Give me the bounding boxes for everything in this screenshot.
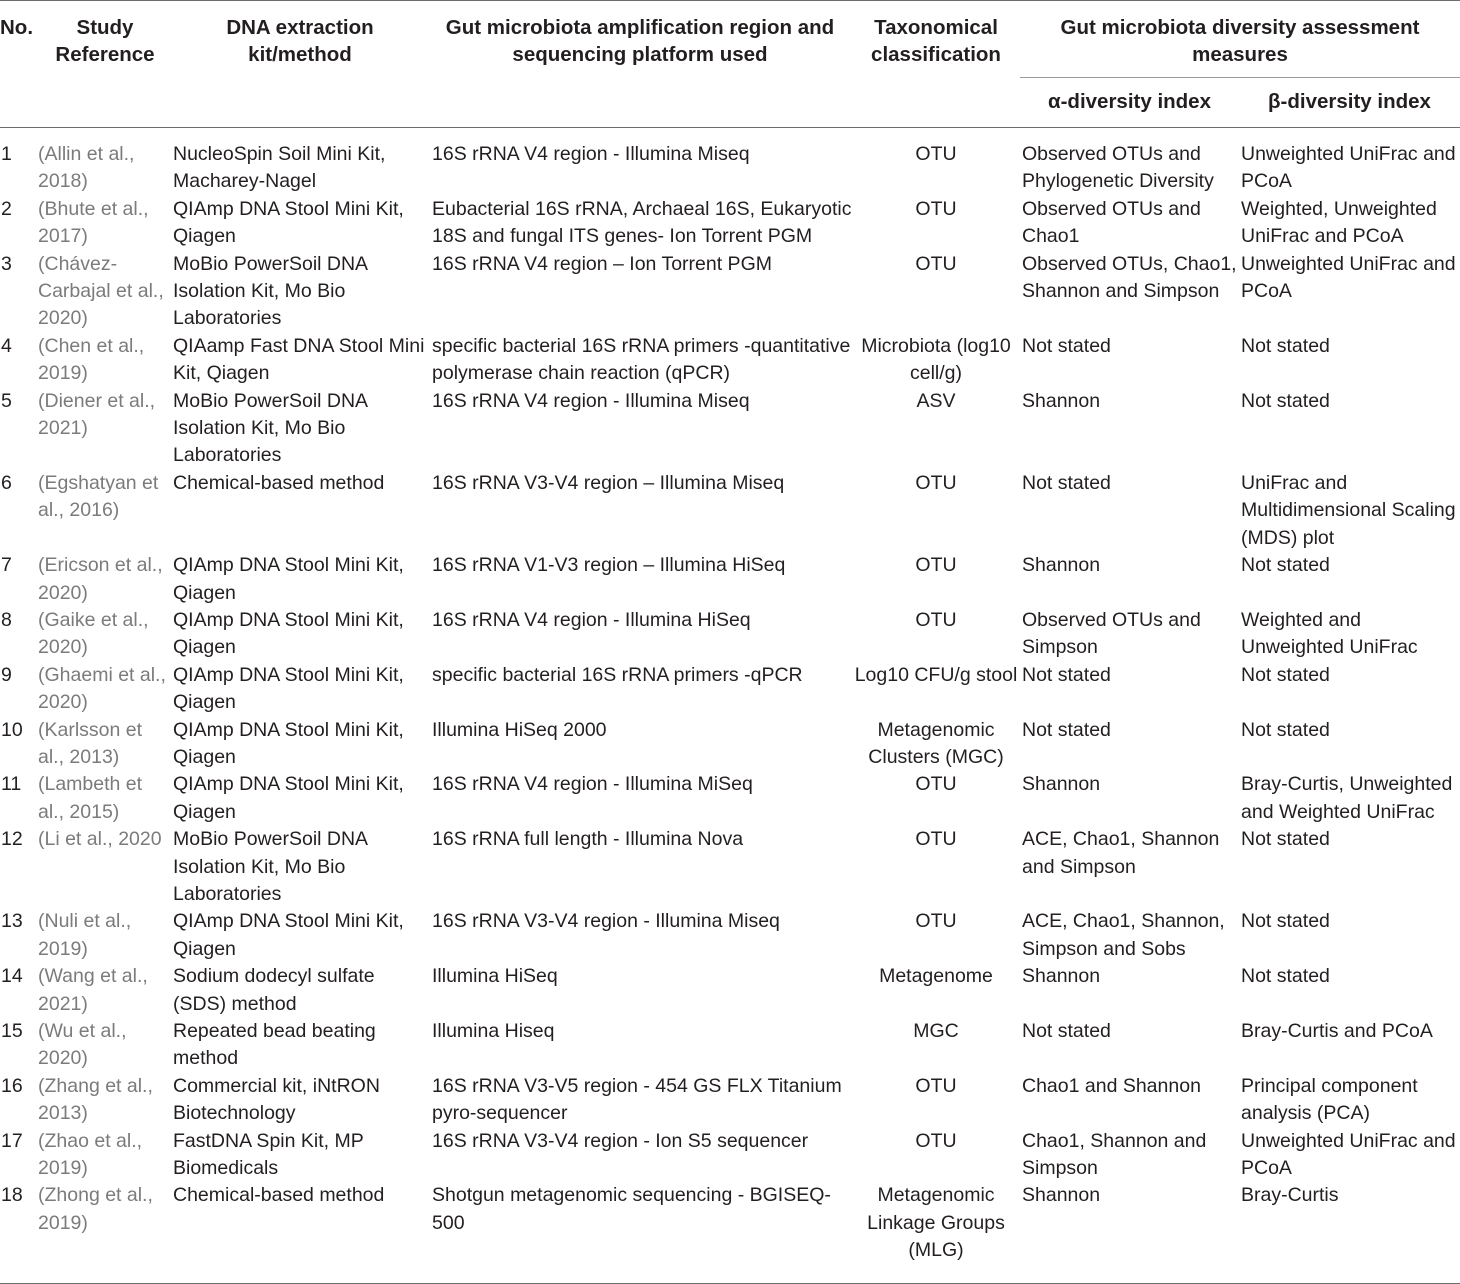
table-row: [0, 963, 1460, 1018]
dna-extraction-cell: QIAmp DNA Stool Mini Kit, Qiagen: [173, 663, 404, 714]
header-diversity-group: Gut microbiota diversity assessment measures: [1020, 1, 1460, 78]
alpha-diversity-cell: Not stated: [1022, 718, 1111, 741]
amplification-cell: Illumina HiSeq 2000: [432, 718, 607, 741]
study-reference-link[interactable]: (Ericson et al., 2020): [38, 554, 163, 604]
study-reference-link[interactable]: (Chávez-Carbajal et al., 2020): [38, 252, 164, 330]
taxonomy-cell: MGC: [913, 1020, 959, 1042]
alpha-diversity-cell: Shannon: [1022, 389, 1101, 412]
alpha-diversity-cell: Observed OTUs and Simpson: [1022, 608, 1201, 659]
amplification-cell: specific bacterial 16S rRNA primers -qPCR: [432, 663, 803, 686]
dna-extraction-cell: NucleoSpin Soil Mini Kit, Macharey-Nagel: [173, 143, 386, 193]
study-reference-link[interactable]: (Ghaemi et al., 2020): [38, 663, 166, 714]
header-alpha-diversity: α-diversity index: [1048, 90, 1211, 113]
amplification-cell: 16S rRNA V4 region - Illumina Miseq: [432, 389, 750, 412]
header-amplification: Gut microbiota amplification region and sequencing platform used: [445, 16, 835, 66]
dna-extraction-cell: QIAmp DNA Stool Mini Kit, Qiagen: [173, 197, 404, 248]
taxonomy-cell: OTU: [915, 910, 957, 933]
dna-extraction-cell: Commercial kit, iNtRON Biotechnology: [173, 1074, 380, 1125]
row-number: 3: [1, 252, 12, 275]
dna-extraction-cell: QIAmp DNA Stool Mini Kit, Qiagen: [173, 718, 404, 768]
study-reference-link[interactable]: (Diener et al., 2021): [38, 389, 156, 440]
row-number: 5: [1, 389, 12, 412]
table-row: [0, 908, 1460, 963]
row-number: 11: [1, 773, 22, 796]
alpha-diversity-cell: Shannon: [1022, 554, 1101, 577]
row-number: 10: [1, 718, 23, 741]
beta-diversity-cell: Not stated: [1241, 334, 1330, 357]
beta-diversity-cell: Not stated: [1241, 554, 1330, 577]
table-row: [0, 470, 1460, 552]
beta-diversity-cell: Weighted, Unweighted UniFrac and PCoA: [1241, 197, 1437, 248]
taxonomy-cell: Metagenomic Linkage Groups (MLG): [867, 1184, 1005, 1262]
table-row: [0, 607, 1460, 662]
amplification-cell: 16S rRNA V1-V3 region – Illumina HiSeq: [432, 554, 786, 577]
study-reference-link[interactable]: (Zhang et al., 2013): [38, 1074, 153, 1125]
row-number: 15: [1, 1020, 23, 1042]
header-no: No.: [0, 16, 34, 39]
alpha-diversity-cell: Chao1 and Shannon: [1022, 1074, 1201, 1097]
taxonomy-cell: Log10 CFU/g stool: [854, 663, 1018, 686]
taxonomy-cell: OTU: [915, 1074, 957, 1097]
dna-extraction-cell: Chemical-based method: [173, 1184, 385, 1207]
dna-extraction-cell: Sodium dodecyl sulfate (SDS) method: [173, 965, 375, 1015]
row-number: 9: [1, 663, 12, 686]
study-reference-link[interactable]: (Wu et al., 2020): [38, 1020, 127, 1070]
dna-extraction-cell: QIAmp DNA Stool Mini Kit, Qiagen: [173, 910, 404, 960]
table-row: [0, 333, 1460, 388]
dna-extraction-cell: QIAamp Fast DNA Stool Mini Kit, Qiagen: [173, 334, 425, 385]
header-dna-extraction: DNA extraction kit/method: [226, 16, 374, 66]
beta-diversity-cell: Weighted and Unweighted UniFrac: [1241, 608, 1418, 659]
table-row: [0, 717, 1460, 772]
alpha-diversity-cell: Observed OTUs and Chao1: [1022, 197, 1201, 248]
table-row: [0, 388, 1460, 470]
alpha-diversity-cell: Not stated: [1022, 334, 1111, 357]
beta-diversity-cell: Not stated: [1241, 965, 1330, 988]
amplification-cell: 16S rRNA V3-V4 region – Illumina Miseq: [432, 471, 785, 494]
study-reference-link[interactable]: (Gaike et al., 2020): [38, 608, 149, 659]
alpha-diversity-cell: Not stated: [1022, 663, 1111, 686]
amplification-cell: specific bacterial 16S rRNA primers -quantitative polymerase chain reaction (qPCR): [432, 334, 851, 385]
taxonomy-cell: Microbiota (log10 cell/g): [861, 334, 1011, 385]
beta-diversity-cell: Unweighted UniFrac and PCoA: [1241, 252, 1456, 303]
dna-extraction-cell: QIAmp DNA Stool Mini Kit, Qiagen: [173, 773, 404, 823]
table-row: [0, 552, 1460, 607]
study-reference-link[interactable]: (Nuli et al., 2019): [38, 910, 132, 960]
taxonomy-cell: OTU: [915, 252, 957, 275]
alpha-diversity-cell: Chao1, Shannon and Simpson: [1022, 1129, 1207, 1180]
table-row: [0, 251, 1460, 333]
amplification-cell: Illumina Hiseq: [432, 1020, 555, 1042]
study-reference-link[interactable]: (Chen et al., 2019): [38, 334, 145, 385]
alpha-diversity-cell: ACE, Chao1, Shannon and Simpson: [1022, 828, 1220, 878]
header-study-reference: Study Reference: [55, 16, 155, 66]
taxonomy-cell: ASV: [916, 389, 956, 412]
dna-extraction-cell: Repeated bead beating method: [173, 1020, 376, 1070]
beta-diversity-cell: Not stated: [1241, 910, 1330, 933]
table-row: [0, 1182, 1460, 1283]
amplification-cell: 16S rRNA V3-V4 region - Ion S5 sequencer: [432, 1129, 809, 1152]
amplification-cell: 16S rRNA full length - Illumina Nova: [432, 828, 744, 851]
taxonomy-cell: OTU: [915, 471, 957, 494]
study-reference-link[interactable]: (Bhute et al., 2017): [38, 197, 149, 248]
study-reference-link[interactable]: (Li et al., 2020: [38, 828, 162, 851]
row-number: 17: [1, 1129, 23, 1152]
row-number: 6: [1, 471, 12, 494]
beta-diversity-cell: Unweighted UniFrac and PCoA: [1241, 143, 1456, 193]
row-number: 18: [1, 1184, 23, 1207]
dna-extraction-cell: MoBio PowerSoil DNA Isolation Kit, Mo Bio Laboratories: [173, 252, 367, 330]
taxonomy-cell: OTU: [915, 143, 957, 165]
row-number: 13: [1, 910, 23, 933]
table-row: [0, 196, 1460, 251]
row-number: 16: [1, 1074, 23, 1097]
beta-diversity-cell: Bray-Curtis, Unweighted and Weighted UniFrac: [1241, 773, 1453, 823]
row-number: 4: [1, 334, 12, 357]
table-row: [0, 128, 1460, 196]
alpha-diversity-cell: Not stated: [1022, 1020, 1111, 1042]
amplification-cell: 16S rRNA V4 region – Ion Torrent PGM: [432, 252, 772, 275]
taxonomy-cell: OTU: [915, 554, 957, 577]
table-row: [0, 771, 1460, 826]
amplification-cell: 16S rRNA V4 region - Illumina Miseq: [432, 143, 750, 165]
alpha-diversity-cell: ACE, Chao1, Shannon, Simpson and Sobs: [1022, 910, 1225, 960]
alpha-diversity-cell: Shannon: [1022, 965, 1101, 988]
taxonomy-cell: OTU: [915, 1129, 957, 1152]
beta-diversity-cell: Bray-Curtis: [1241, 1184, 1339, 1207]
row-number: 2: [1, 197, 12, 220]
taxonomy-cell: Metagenome: [879, 965, 993, 988]
amplification-cell: Eubacterial 16S rRNA, Archaeal 16S, Eukaryotic 18S and fungal ITS genes- Ion Torrent PGM: [432, 197, 852, 248]
beta-diversity-cell: UniFrac and Multidimensional Scaling (MDS) plot: [1241, 471, 1456, 549]
beta-diversity-cell: Unweighted UniFrac and PCoA: [1241, 1129, 1456, 1180]
taxonomy-cell: OTU: [915, 828, 957, 851]
taxonomy-cell: OTU: [915, 608, 957, 631]
beta-diversity-cell: Not stated: [1241, 828, 1330, 851]
dna-extraction-cell: MoBio PowerSoil DNA Isolation Kit, Mo Bio Laboratories: [173, 828, 367, 905]
alpha-diversity-cell: Observed OTUs and Phylogenetic Diversity: [1022, 143, 1214, 193]
dna-extraction-cell: MoBio PowerSoil DNA Isolation Kit, Mo Bio Laboratories: [173, 389, 367, 467]
study-reference-link[interactable]: (Wang et al., 2021): [38, 965, 148, 1015]
amplification-cell: 16S rRNA V4 region - Illumina HiSeq: [432, 608, 751, 631]
study-reference-link[interactable]: (Karlsson et al., 2013): [38, 718, 143, 768]
header-taxonomy: Taxonomical classification: [871, 16, 1001, 66]
dna-extraction-cell: QIAmp DNA Stool Mini Kit, Qiagen: [173, 608, 404, 659]
amplification-cell: Shotgun metagenomic sequencing - BGISEQ-500: [432, 1184, 831, 1234]
alpha-diversity-cell: Observed OTUs, Chao1, Shannon and Simpson: [1022, 252, 1237, 303]
dna-extraction-cell: FastDNA Spin Kit, MP Biomedicals: [173, 1129, 364, 1180]
dna-extraction-cell: QIAmp DNA Stool Mini Kit, Qiagen: [173, 554, 404, 604]
taxonomy-cell: Metagenomic Clusters (MGC): [868, 718, 1004, 768]
study-reference-link[interactable]: (Lambeth et al., 2015): [38, 773, 143, 823]
row-number: 8: [1, 608, 12, 631]
alpha-diversity-cell: Shannon: [1022, 773, 1101, 796]
dna-extraction-cell: Chemical-based method: [173, 471, 385, 494]
table-row: [0, 826, 1460, 908]
row-number: 7: [1, 554, 12, 577]
alpha-diversity-cell: Shannon: [1022, 1184, 1101, 1207]
amplification-cell: 16S rRNA V3-V5 region - 454 GS FLX Titanium pyro-sequencer: [432, 1074, 842, 1125]
table-row: [0, 1018, 1460, 1073]
beta-diversity-cell: Bray-Curtis and PCoA: [1241, 1020, 1433, 1042]
study-reference-link[interactable]: (Zhao et al., 2019): [38, 1129, 143, 1180]
beta-diversity-cell: Principal component analysis (PCA): [1241, 1074, 1418, 1125]
table-row: [0, 1128, 1460, 1183]
header-beta-diversity: β-diversity index: [1268, 90, 1431, 113]
amplification-cell: 16S rRNA V4 region - Illumina MiSeq: [432, 773, 753, 796]
row-number: 12: [1, 828, 23, 851]
row-number: 14: [1, 965, 23, 988]
beta-diversity-cell: Not stated: [1241, 663, 1330, 686]
beta-diversity-cell: Not stated: [1241, 718, 1330, 741]
study-reference-link[interactable]: (Zhong et al., 2019): [38, 1184, 153, 1234]
beta-diversity-cell: Not stated: [1241, 389, 1330, 412]
taxonomy-cell: OTU: [915, 773, 957, 796]
amplification-cell: Illumina HiSeq: [432, 965, 558, 988]
study-reference-link[interactable]: (Egshatyan et al., 2016): [38, 471, 159, 522]
alpha-diversity-cell: Not stated: [1022, 471, 1111, 494]
amplification-cell: 16S rRNA V3-V4 region - Illumina Miseq: [432, 910, 780, 933]
row-number: 1: [1, 143, 12, 165]
table-row: [0, 1073, 1460, 1128]
study-reference-link[interactable]: (Allin et al., 2018): [38, 143, 135, 193]
taxonomy-cell: OTU: [915, 197, 957, 220]
table-row: [0, 662, 1460, 717]
